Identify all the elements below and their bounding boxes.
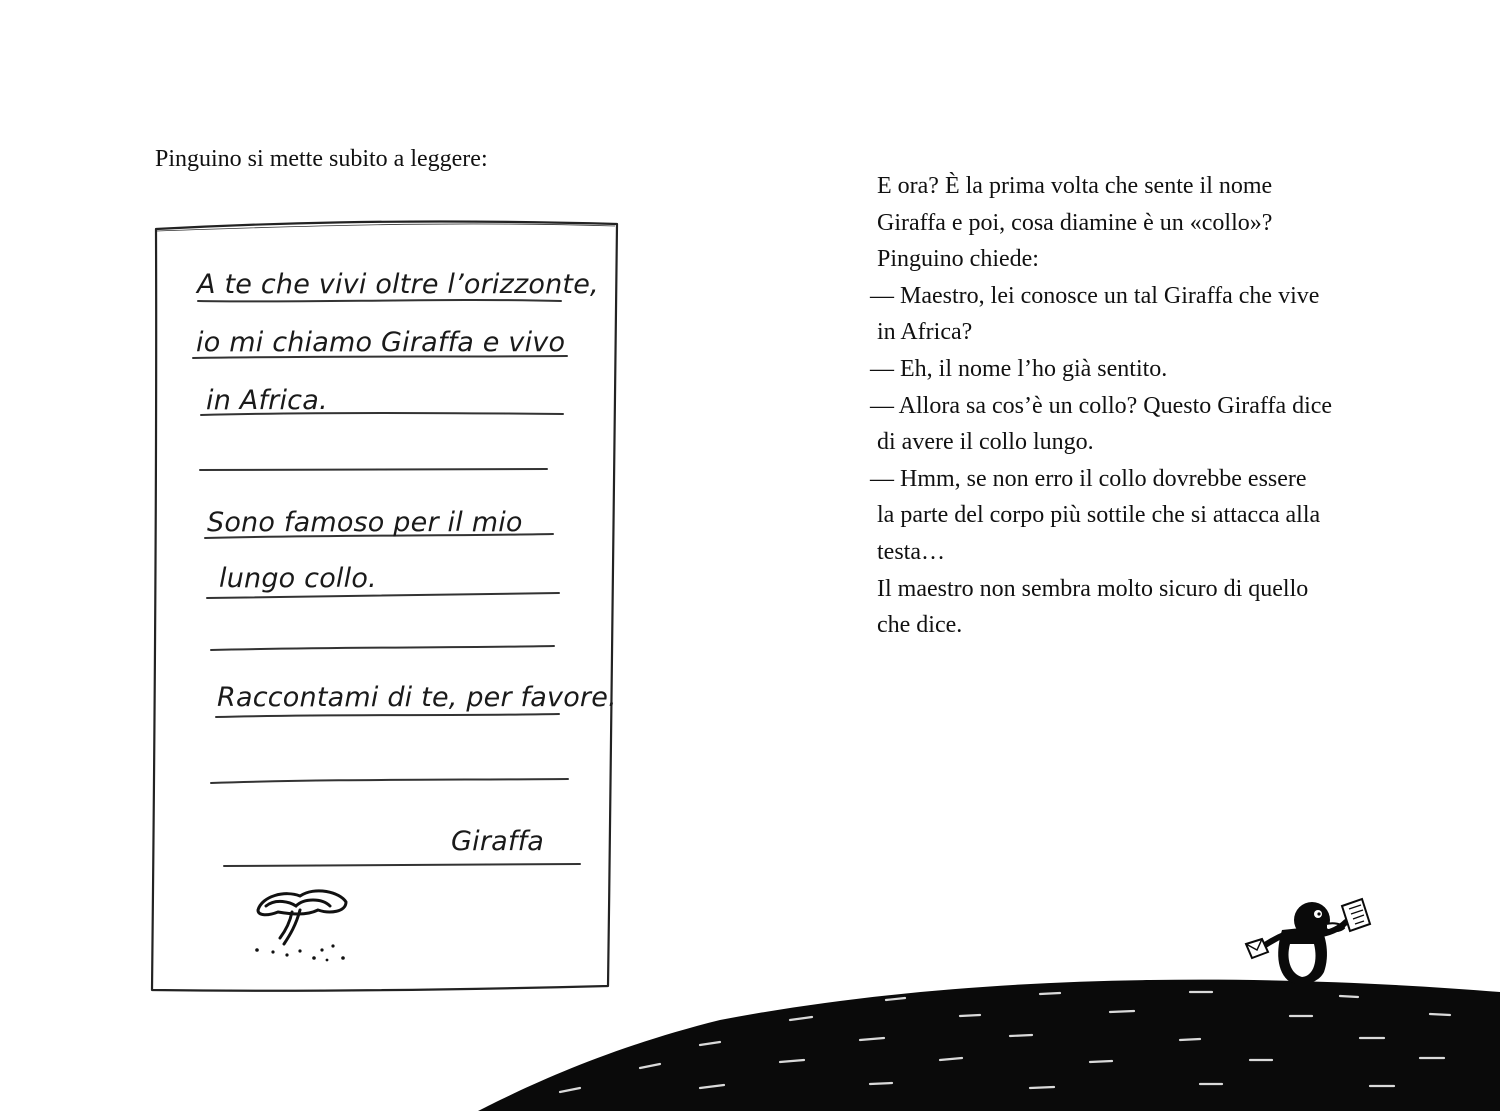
story-line: — Eh, il nome l’ho già sentito. — [870, 355, 1168, 382]
story-line: di avere il collo lungo. — [877, 429, 1094, 456]
letter-signature: Giraffa — [451, 826, 545, 857]
story-line: — Maestro, lei conosce un tal Giraffa che vive — [870, 282, 1320, 309]
story-line: che dice. — [877, 612, 963, 639]
story-line: in Africa? — [877, 319, 973, 346]
story-line: Giraffa e poi, cosa diamine è un «collo»? — [877, 209, 1273, 236]
story-line: Pinguino chiede: — [877, 246, 1039, 273]
story-line: — Hmm, se non erro il collo dovrebbe essere — [870, 465, 1307, 492]
story-line: E ora? È la prima volta che sente il nome — [877, 173, 1273, 199]
letter-line-2: io mi chiamo Giraffa e vivo — [196, 327, 566, 358]
letter-line-1: A te che vivi oltre l’orizzonte, — [197, 269, 599, 300]
story-line: Il maestro non sembra molto sicuro di quello — [877, 575, 1309, 602]
letter-line-3: in Africa. — [206, 385, 328, 416]
story-line: testa… — [877, 538, 945, 565]
penguin-holding-letter-icon — [1246, 899, 1370, 986]
intro-text: Pinguino si mette subito a leggere: — [155, 146, 488, 172]
letter-line-4: Sono famoso per il mio — [207, 507, 523, 538]
story-line: la parte del corpo più sottile che si attacca alla — [877, 502, 1321, 529]
story-line: — Allora sa cos’è un collo? Questo Giraffa dice — [870, 392, 1333, 419]
letter-line-6: Raccontami di te, per favore. — [217, 682, 617, 713]
letter-line-5: lungo collo. — [219, 563, 377, 594]
